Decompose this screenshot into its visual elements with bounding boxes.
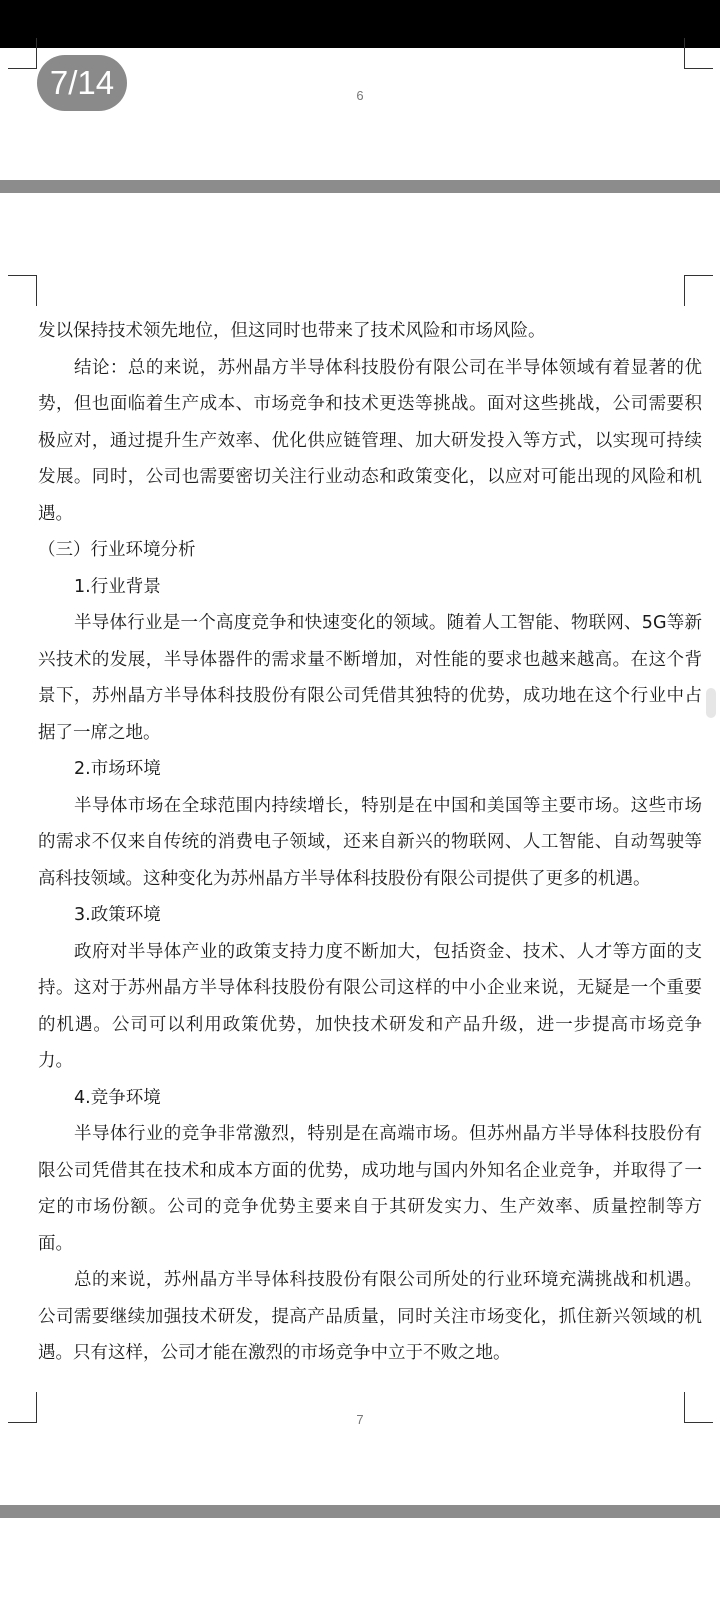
page-number-6: 6	[356, 88, 364, 103]
paragraph-conclusion: 结论：总的来说，苏州晶方半导体科技股份有限公司在半导体领域有着显著的优势，但也面临着生产成本、市场竞争和技术更迭等挑战。面对这些挑战，公司需要积极应对，通过提升生产效率、优化供应链管理、加大研发投入等方式，以实现可持续发展。同时，公司也需要密切关注行业动态和政策变化，以应对可能出现的风险和机遇。	[38, 357, 702, 524]
paragraph: 总的来说，苏州晶方半导体科技股份有限公司所处的行业环境充满挑战和机遇。公司需要继续加强技术研发，提高产品质量，同时关注市场变化，抓住新兴领域的机遇。只有这样，公司才能在激烈的市场竞争中立于不败之地。	[38, 1270, 702, 1363]
status-bar	[0, 0, 720, 48]
crop-mark-top-left	[8, 38, 37, 69]
crop-mark-top-left	[8, 275, 37, 306]
subsection-heading: 4.竞争环境	[74, 1087, 161, 1108]
paragraph: 半导体行业是一个高度竞争和快速变化的领域。随着人工智能、物联网、5G等新兴技术的发展，半导体器件的需求量不断增加，对性能的要求也越来越高。在这个背景下，苏州晶方半导体科技股份有限公司凭借其独特的优势，成功地在这个行业中占据了一席之地。	[38, 613, 702, 743]
page-separator	[0, 180, 720, 193]
page-body	[38, 313, 702, 1372]
crop-mark-top-right	[684, 275, 713, 306]
paragraph: 政府对半导体产业的政策支持力度不断加大，包括资金、技术、人才等方面的支持。这对于苏州晶方半导体科技股份有限公司这样的中小企业来说，无疑是一个重要的机遇。公司可以利用政策优势，加快技术研发和产品升级，进一步提高市场竞争力。	[38, 941, 702, 1071]
page-separator	[0, 1505, 720, 1518]
subsection-heading: 1.行业背景	[74, 576, 161, 597]
subsection-heading: 3.政策环境	[74, 905, 161, 925]
subsection-heading: 2.市场环境	[74, 759, 161, 779]
paragraph: 半导体行业的竞争非常激烈，特别是在高端市场。但苏州晶方半导体科技股份有限公司凭借其在技术和成本方面的优势，成功地与国内外知名企业竞争，并取得了一定的市场份额。公司的竞争优势主要来自于其研发实力、生产效率、质量控制等方面。	[38, 1124, 702, 1254]
scroll-handle[interactable]	[706, 688, 716, 718]
crop-mark-top-right	[684, 38, 713, 69]
page-number-7: 7	[356, 1412, 364, 1427]
section-heading: （三）行业环境分析	[38, 540, 196, 560]
paragraph: 半导体市场在全球范围内持续增长，特别是在中国和美国等主要市场。这些市场的需求不仅来自传统的消费电子领域，还来自新兴的物联网、人工智能、自动驾驶等高科技领域。这种变化为苏州晶方半导体科技股份有限公司提供了更多的机遇。	[38, 795, 702, 889]
paragraph: 发以保持技术领先地位，但这同时也带来了技术风险和市场风险。	[38, 321, 546, 341]
page-indicator[interactable]: 7/14	[37, 55, 127, 111]
